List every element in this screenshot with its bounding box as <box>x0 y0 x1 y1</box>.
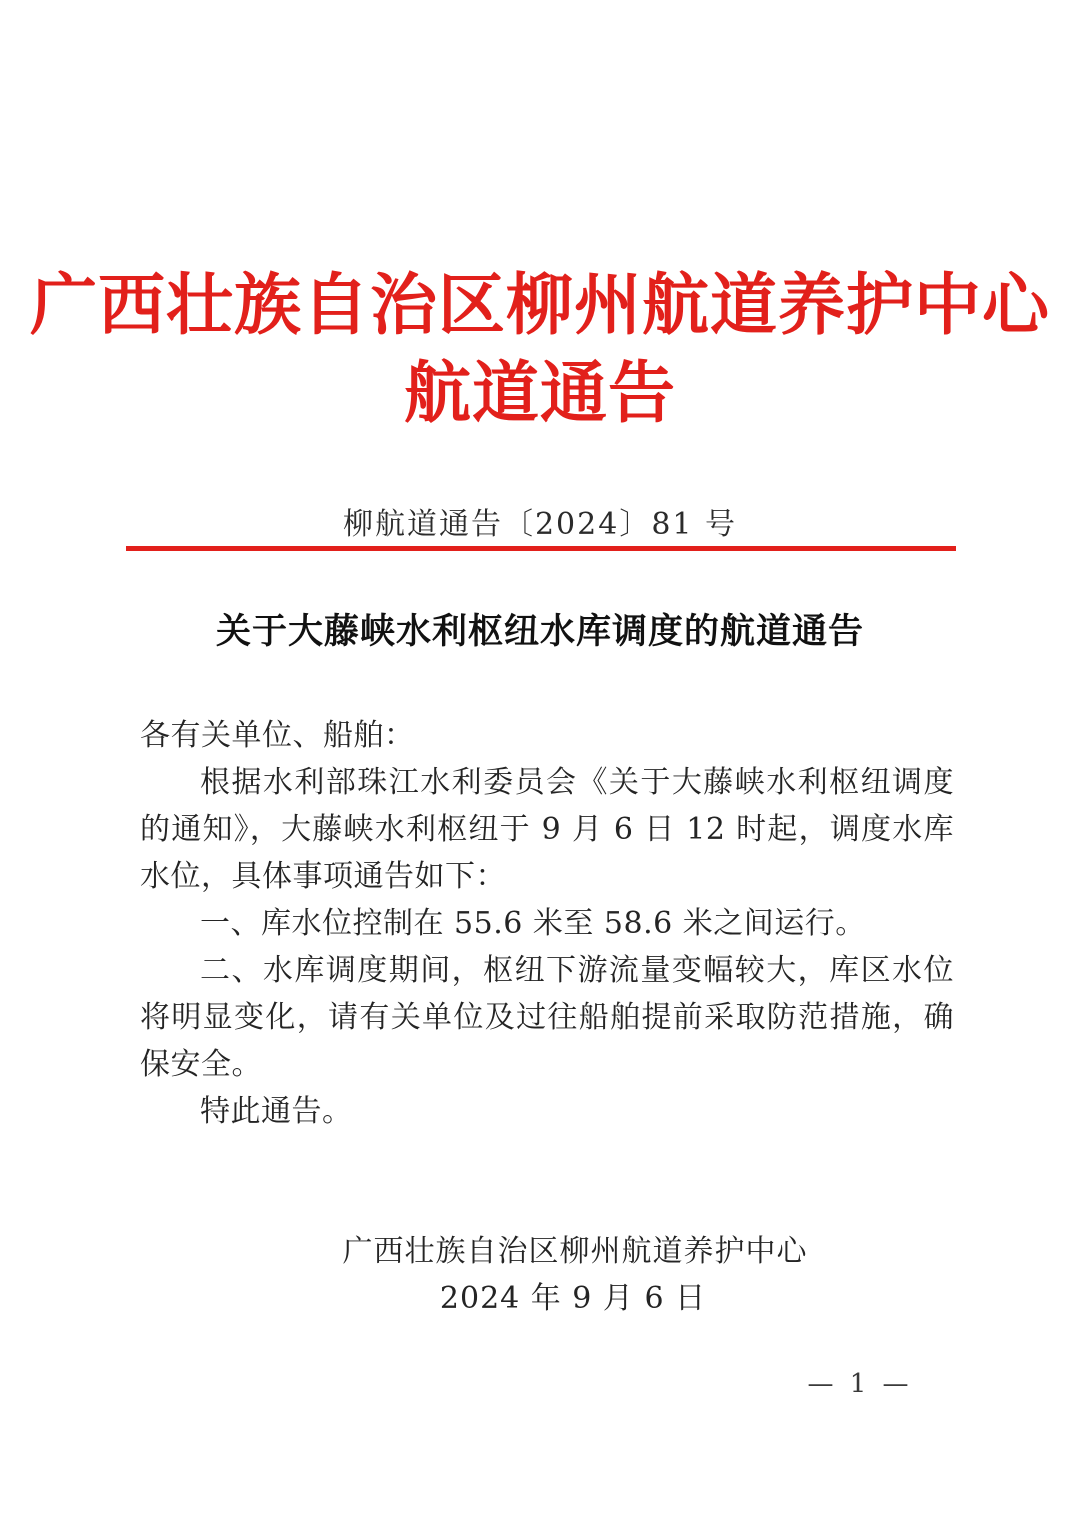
signature-block <box>140 1228 954 1322</box>
body-item-2: 二、水库调度期间，枢纽下游流量变幅较大，库区水位将明显变化，请有关单位及过往船舶提前采取防范措施，确保安全。 <box>140 953 954 1082</box>
page-number-footer: — 1 — <box>807 1369 913 1399</box>
signature-date: 2024 年 9 月 6 日 <box>439 1281 707 1316</box>
body-salutation: 各有关单位、船舶： <box>140 718 415 753</box>
document-title: 关于大藤峡水利枢纽水库调度的航道通告 <box>215 611 864 652</box>
masthead <box>0 262 1080 436</box>
masthead-line-organization: 广西壮族自治区柳州航道养护中心 <box>30 265 1050 344</box>
body-paragraph-1: 根据水利部珠江水利委员会《关于大藤峡水利枢纽调度的通知》，大藤峡水利枢纽于 9 月 6 日 12 时起，调度水库水位，具体事项通告如下： <box>140 765 954 894</box>
body-closing: 特此通告。 <box>200 1094 353 1129</box>
document-number: 柳航道通告〔2024〕81 号 <box>342 507 738 542</box>
body-item-1: 一、库水位控制在 55.6 米至 58.6 米之间运行。 <box>200 906 866 941</box>
document-body <box>140 712 954 1135</box>
signature-organization: 广西壮族自治区柳州航道养护中心 <box>342 1234 808 1269</box>
masthead-line-document-type: 航道通告 <box>404 353 676 432</box>
red-separator-rule <box>126 546 956 551</box>
